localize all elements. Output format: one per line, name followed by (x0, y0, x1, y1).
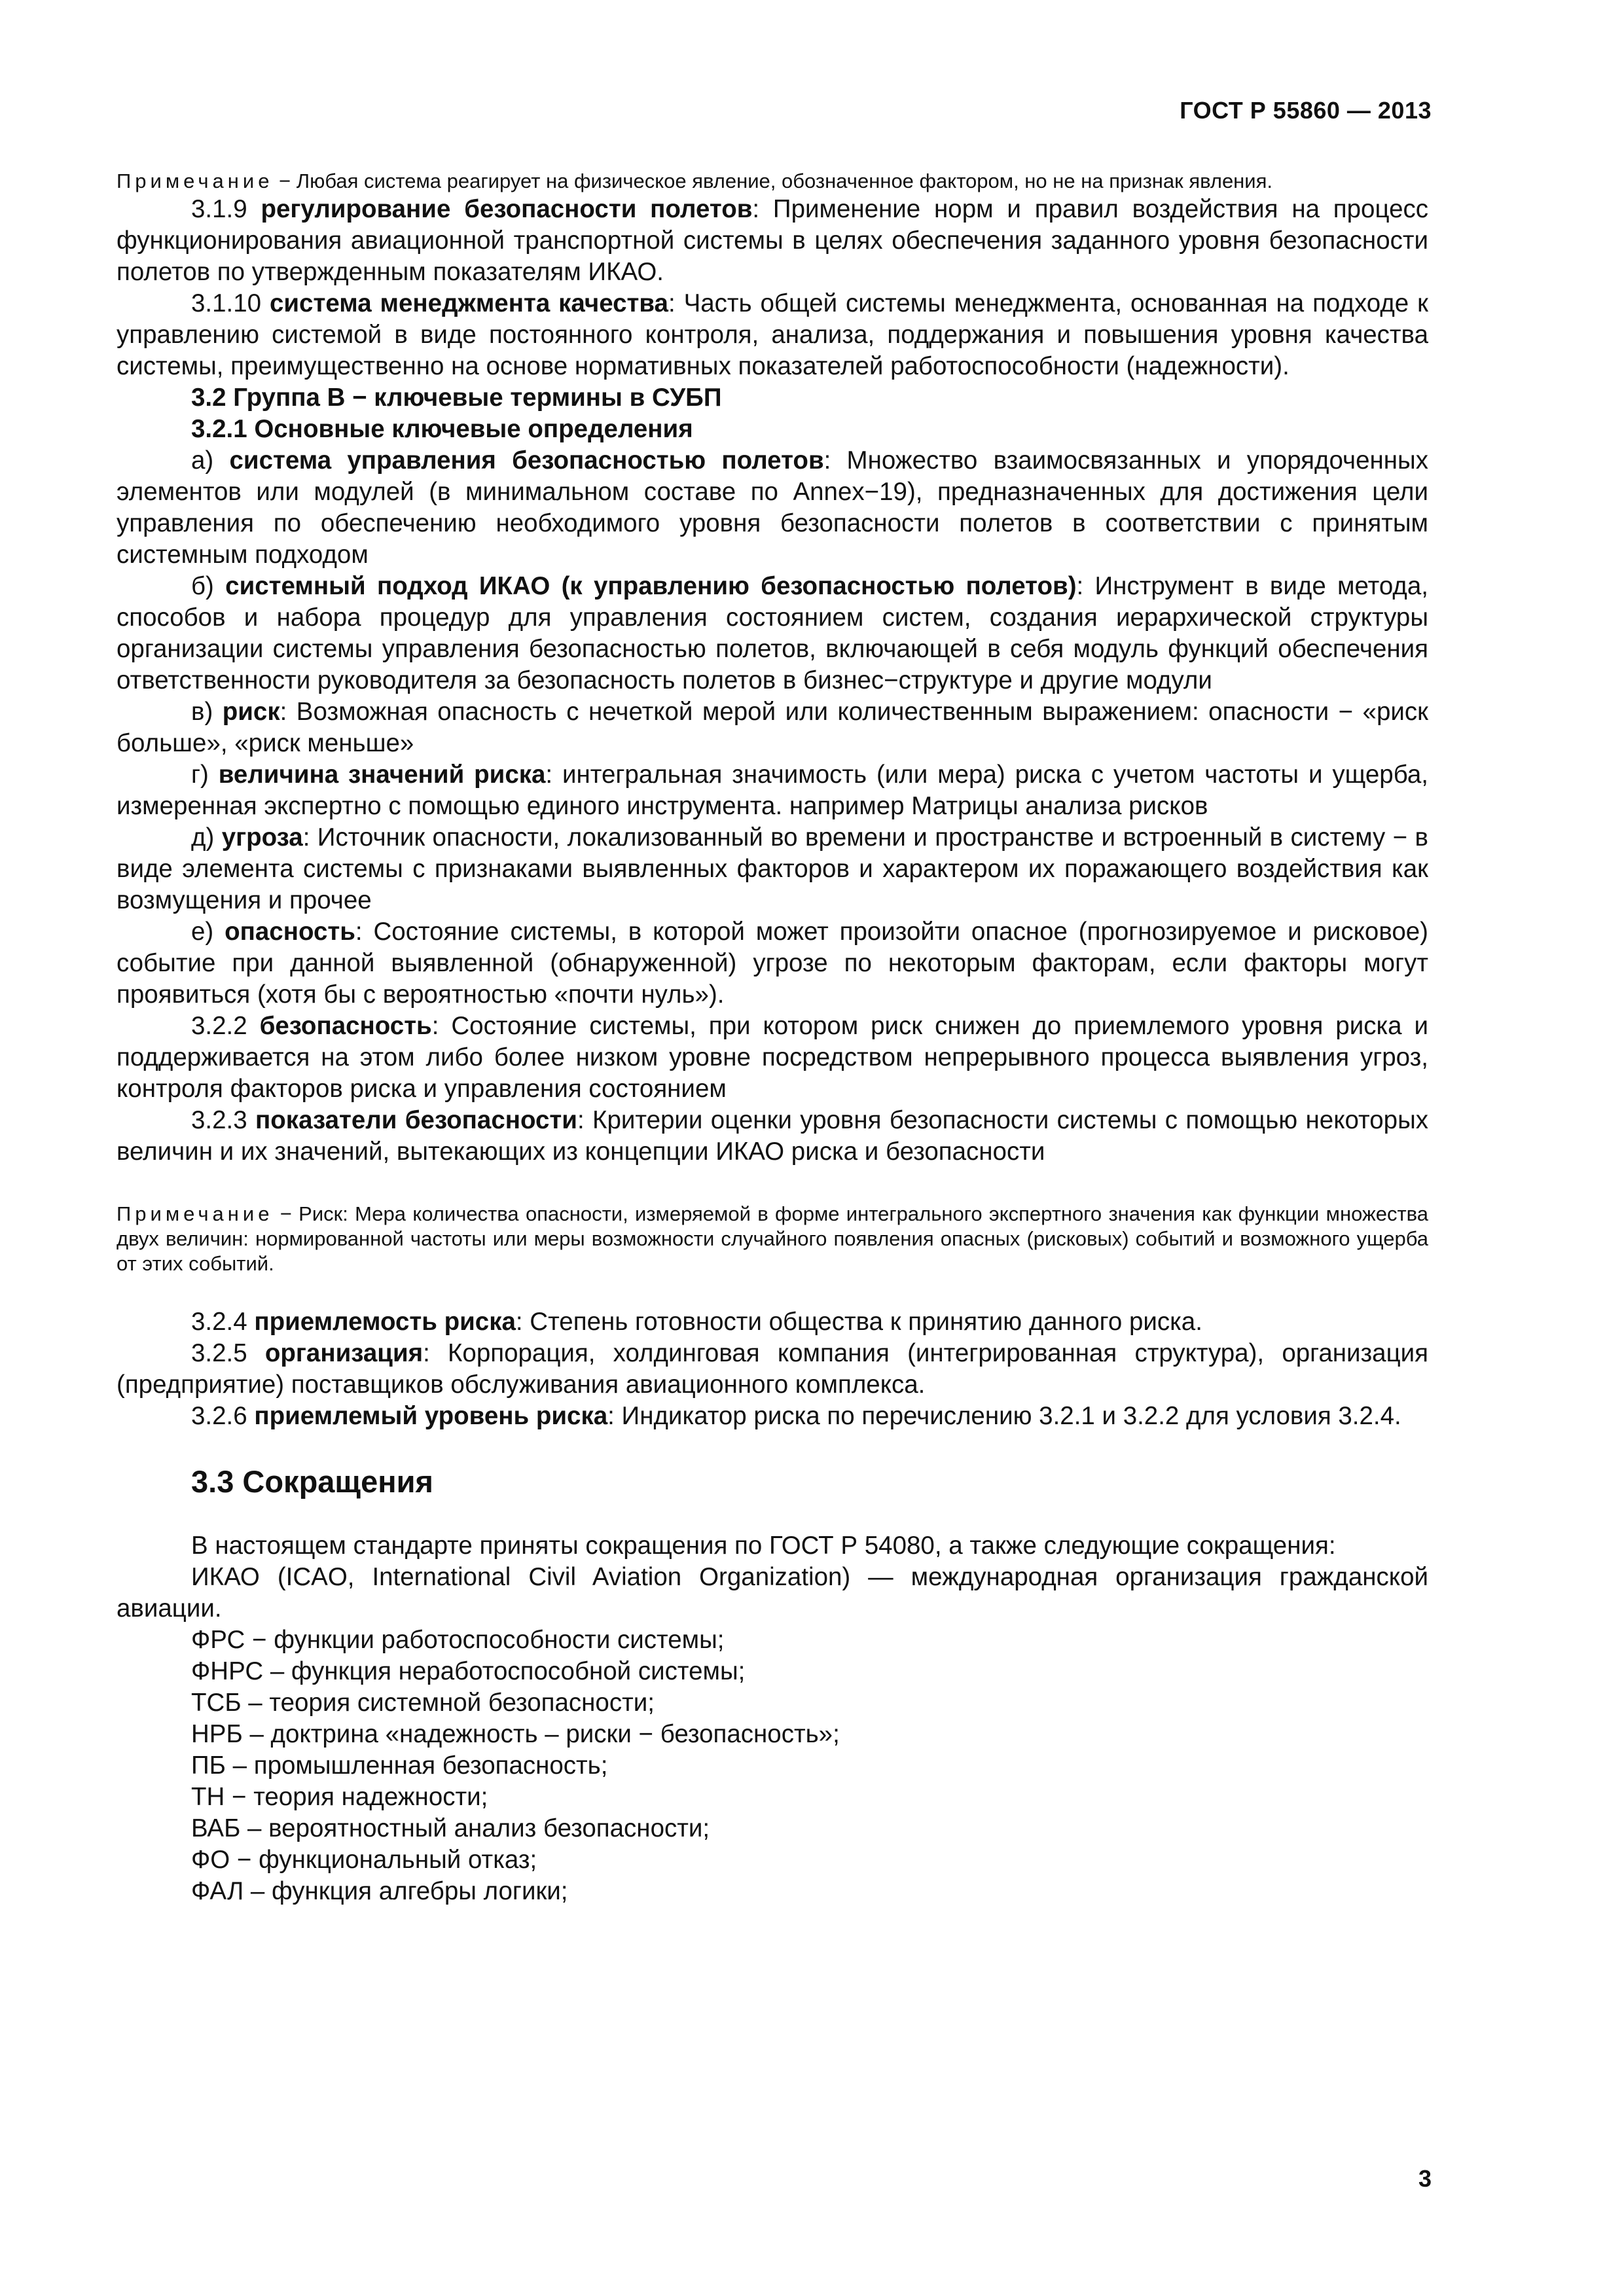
definition-b: б) системный подход ИКАО (к управлению безопасностью полетов): Инструмент в виде метода, способов и набора процедур для управления состоянием систем, создания иерархической структуры организации системы управления безопасностью полетов, включающей в себя модуль функций обеспечения ответственности руководителя за безопасность полетов в бизнес−структуре и другие модули (117, 572, 1428, 694)
abbreviation-item: ИКАО (ICAO, International Civil Aviation Organization) — международная организация гражданской авиации. (117, 1563, 1428, 1623)
abbreviation-item: ФНРС – функция неработоспособной системы; (191, 1657, 746, 1685)
document-body (117, 169, 1428, 1907)
abbreviation-item: ТСБ – теория системной безопасности; (191, 1689, 655, 1717)
heading-3-2-1: 3.2.1 Основные ключевые определения (191, 415, 693, 443)
definition-3-2-6: 3.2.6 приемлемый уровень риска: Индикатор риска по перечислению 3.2.1 и 3.2.2 для условия 3.2.4. (191, 1402, 1401, 1430)
abbreviation-item: ФО − функциональный отказ; (191, 1846, 537, 1874)
definition-e: е) опасность: Состояние системы, в которой может произойти опасное (прогнозируемое и рисковое) событие при данной выявленной (обнаруженной) угрозе по некоторым факторам, если факторы могут проявиться (хотя бы с вероятностью «почти нуль»). (117, 918, 1428, 1009)
definition-v: в) риск: Возможная опасность с нечеткой мерой или количественным выражением: опасности − «риск больше», «риск меньше» (117, 698, 1428, 757)
standard-header: ГОСТ Р 55860 — 2013 (1180, 97, 1432, 124)
definition-g: г) величина значений риска: интегральная значимость (или мера) риска с учетом частоты и ущерба, измеренная экспертно с помощью единого инструмента. например Матрицы анализа рисков (117, 761, 1428, 820)
definition-3-2-4: 3.2.4 приемлемость риска: Степень готовности общества к принятию данного риска. (191, 1308, 1202, 1336)
definition-3-2-2: 3.2.2 безопасность: Состояние системы, при котором риск снижен до приемлемого уровня риска и поддерживается на этом либо более низком уровне посредством непрерывного процесса выявления угроз, контроля факторов риска и управления состоянием (117, 1012, 1428, 1103)
note-1: Примечание − Любая система реагирует на физическое явление, обозначенное фактором, но не на признак явления. (117, 170, 1273, 192)
definition-3-2-3: 3.2.3 показатели безопасности: Критерии оценки уровня безопасности системы с помощью некоторых величин и их значений, вытекающих из концепции ИКАО риска и безопасности (117, 1106, 1429, 1166)
abbreviation-item: ФРС − функции работоспособности системы; (191, 1626, 725, 1654)
definition-3-2-5: 3.2.5 организация: Корпорация, холдинговая компания (интегрированная структура), организация (предприятие) поставщиков обслуживания авиационного комплекса. (117, 1339, 1428, 1399)
abbreviation-item: ВАБ – вероятностный анализ безопасности; (191, 1814, 710, 1842)
abbreviations-intro: В настоящем стандарте приняты сокращения по ГОСТ Р 54080, а также следующие сокращения: (191, 1532, 1336, 1560)
abbreviation-item: ПБ – промышленная безопасность; (191, 1751, 608, 1780)
abbreviation-item: ФАЛ – функция алгебры логики; (191, 1877, 568, 1905)
section-title-abbreviations: 3.3 Сокращения (191, 1464, 433, 1499)
definition-3-1-10: 3.1.10 система менеджмента качества: Часть общей системы менеджмента, основанная на подходе к управлению системой в виде постоянного контроля, анализа, поддержания и повышения уровня качества системы, преимущественно на основе нормативных показателей работоспособности (надежности). (117, 289, 1428, 380)
page-number: 3 (1418, 2165, 1432, 2192)
heading-3-2: 3.2 Группа В − ключевые термины в СУБП (191, 384, 722, 412)
definition-d: д) угроза: Источник опасности, локализованный во времени и пространстве и встроенный в систему − в виде элемента системы с признаками выявленных факторов и характером их поражающего воздействия как возмущения и прочее (117, 823, 1429, 914)
abbreviation-item: ТН − теория надежности; (191, 1783, 488, 1811)
definition-3-1-9: 3.1.9 регулирование безопасности полетов: Применение норм и правил воздействия на процесс функционирования авиационной транспортной системы в целях обеспечения заданного уровня безопасности полетов по утвержденным показателям ИКАО. (117, 195, 1429, 286)
abbreviation-item: НРБ – доктрина «надежность – риски − безопасность»; (191, 1720, 840, 1748)
note-2: Примечание − Риск: Мера количества опасности, измеряемой в форме интегрального экспертного значения как функции множества двух величин: нормированной частоты или меры возможности случайного появления опасных (рисковых) событий и возможного ущерба от этих событий. (117, 1202, 1428, 1275)
definition-a: а) система управления безопасностью полетов: Множество взаимосвязанных и упорядоченных элементов или модулей (в минимальном составе по Annex−19), предназначенных для достижения цели управления по обеспечению необходимого уровня безопасности полетов в соответствии с принятым системным подходом (117, 446, 1428, 569)
